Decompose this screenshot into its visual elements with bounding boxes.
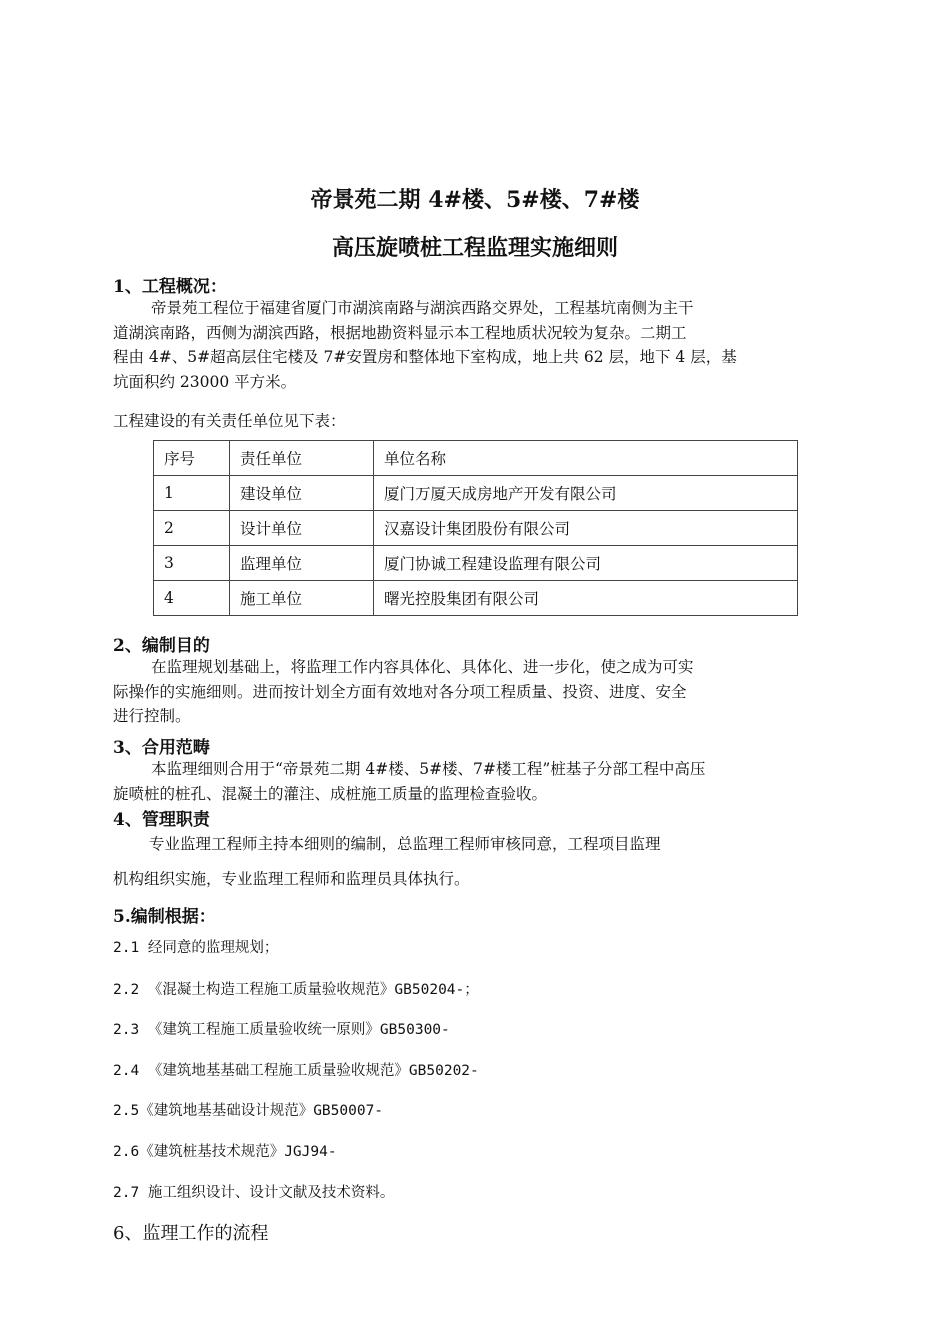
paragraph-line: 坑面积约 23000 平方米。 <box>113 372 297 391</box>
table-row <box>154 511 798 546</box>
table-cell: 厦门协诚工程建设监理有限公司 <box>374 546 798 581</box>
table-intro: 工程建设的有关责任单位见下表： <box>113 412 346 430</box>
section-3-heading: 3、合用范畴 <box>113 738 210 758</box>
paragraph-line: 道湖滨南路，西侧为湖滨西路，根据地勘资料显示本工程地质状况较为复杂。二期工 <box>113 323 687 342</box>
paragraph-line: 旋喷桩的桩孔、混凝土的灌注、成桩施工质量的监理检查验收。 <box>113 784 548 803</box>
table-cell: 2 <box>154 511 230 546</box>
basis-item: 2.3 《建筑工程施工质量验收统一原则》GB50300- <box>113 1022 450 1038</box>
table-header-cell: 序号 <box>154 441 230 476</box>
table-header-cell: 责任单位 <box>230 441 374 476</box>
section-1-heading: 1、工程概况： <box>113 277 227 297</box>
section-6-heading: 6、监理工作的流程 <box>113 1223 269 1244</box>
document-title-line-1: 帝景苑二期 4#楼、5#楼、7#楼 <box>310 187 640 213</box>
section-4-heading: 4、管理职责 <box>113 810 210 830</box>
table-row <box>154 476 798 511</box>
section-4-line-1: 专业监理工程师主持本细则的编制，总监理工程师审核同意，工程项目监理 <box>149 835 661 853</box>
table-cell: 4 <box>154 581 230 616</box>
basis-item: 2.1 经同意的监理规划； <box>113 940 279 956</box>
table-header-cell: 单位名称 <box>374 441 798 476</box>
basis-item: 2.2 《混凝土构造工程施工质量验收规范》GB50204-； <box>113 982 479 998</box>
basis-item: 2.5《建筑地基基础设计规范》GB50007- <box>113 1103 384 1119</box>
paragraph-line: 际操作的实施细则。进而按计划全方面有效地对各分项工程质量、投资、进度、安全 <box>113 682 687 701</box>
document-title-line-2: 高压旋喷桩工程监理实施细则 <box>331 235 618 261</box>
table-cell: 3 <box>154 546 230 581</box>
table-cell: 汉嘉设计集团股份有限公司 <box>374 511 798 546</box>
table-cell: 1 <box>154 476 230 511</box>
table-header-row <box>154 441 798 476</box>
basis-item: 2.7 施工组织设计、设计文献及技术资料。 <box>113 1185 395 1201</box>
section-3-paragraph <box>113 757 837 806</box>
responsible-units-table <box>153 440 798 616</box>
section-4-line-2: 机构组织实施，专业监理工程师和监理员具体执行。 <box>113 870 470 888</box>
table-row <box>154 546 798 581</box>
table-cell: 曙光控股集团有限公司 <box>374 581 798 616</box>
table-cell: 建设单位 <box>230 476 374 511</box>
section-1-paragraph <box>113 296 837 394</box>
table-cell: 施工单位 <box>230 581 374 616</box>
table-cell: 监理单位 <box>230 546 374 581</box>
section-5-heading: 5.编制根据： <box>113 907 216 927</box>
table-cell: 设计单位 <box>230 511 374 546</box>
table-row <box>154 581 798 616</box>
table-cell: 厦门万厦天成房地产开发有限公司 <box>374 476 798 511</box>
basis-item: 2.4 《建筑地基基础工程施工质量验收规范》GB50202- <box>113 1063 479 1079</box>
basis-item: 2.6《建筑桩基技术规范》JGJ94- <box>113 1144 337 1160</box>
paragraph-line: 本监理细则合用于“帝景苑二期 4#楼、5#楼、7#楼工程”桩基子分部工程中高压 <box>151 760 706 778</box>
paragraph-line: 程由 4#、5#超高层住宅楼及 7#安置房和整体地下室构成，地上共 62 层，地下 4 层，基 <box>113 348 737 366</box>
section-2-paragraph <box>113 655 837 729</box>
paragraph-line: 帝景苑工程位于福建省厦门市湖滨南路与湖滨西路交界处，工程基坑南侧为主干 <box>151 299 694 317</box>
paragraph-line: 在监理规划基础上，将监理工作内容具体化、具体化、进一步化，使之成为可实 <box>151 658 694 676</box>
paragraph-line: 进行控制。 <box>113 707 191 725</box>
section-2-heading: 2、编制目的 <box>113 636 210 656</box>
